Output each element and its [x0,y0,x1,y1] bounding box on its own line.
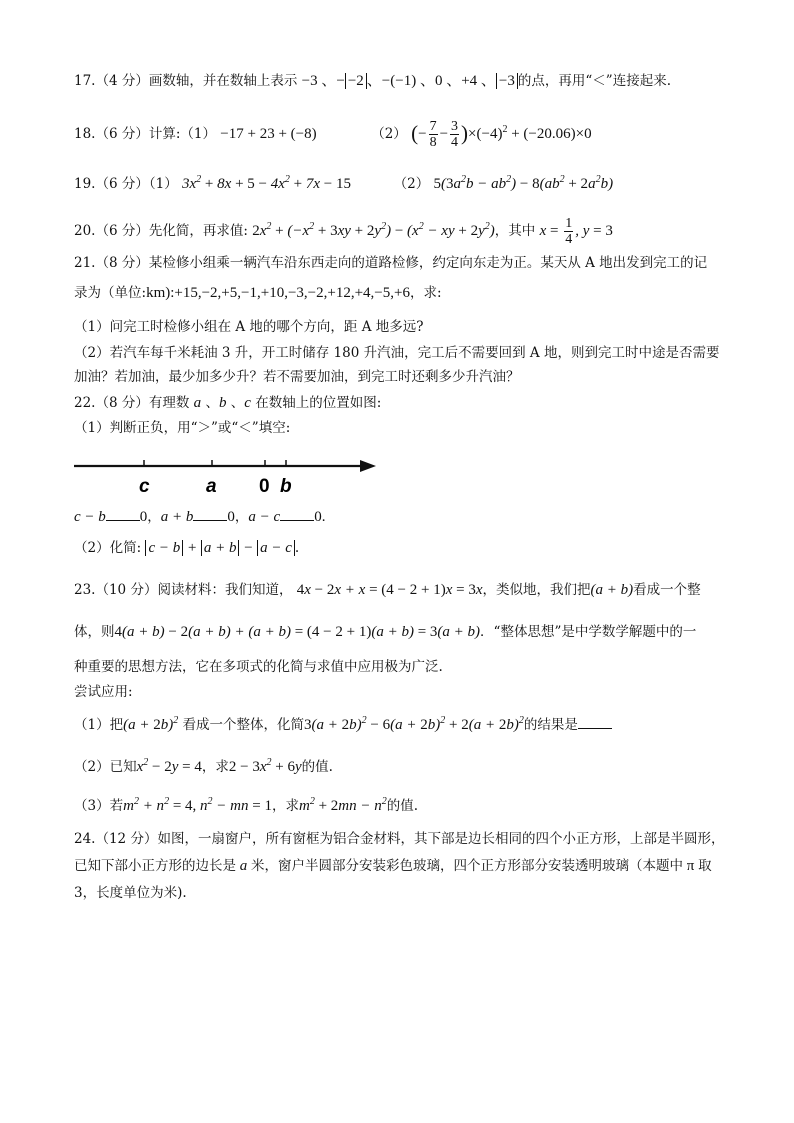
q18-expr2: (− $\frac{7}{8}$ − $\frac{3}{4}$ )$\times(-4)^2 + (-20.06)\times 0$ [411,119,592,150]
question-23-line3: 种重要的思想方法，它在多项式的化简与求值中应用极为广泛. [74,659,443,675]
q18-expr1: −17 + 23 + (−8) [220,125,317,142]
q19-expr2: $5(3a^2b - ab^2) - 8(ab^2 + 2a^2b)$ [433,174,614,192]
question-23-sub3: （3）若$m^2 + n^2 = 4$, $n^2$ − mn = 1，求$m^2 + 2mn - n^2$的值. [74,796,419,814]
q20-values: x = $\frac{1}{4}$ , y = 3 [539,216,613,247]
q20-expr: $2x^2 + (-x^2 + 3xy + 2y^2) - (x^2$ − xy + $2y^2$) [252,220,495,239]
label-c: c [139,476,150,497]
question-21-sub2b: 加油？若加油，最少加多少升？若不需要加油，到完工时还剩多少升汽油？ [74,369,520,385]
question-19: 19.（6 分）（1） $3x^2 + 8x + 5 - 4x^2 + 7x - 15$ （2） $5(3a^2b - ab^2) - 8(ab^2 + 2a^2b)$ [74,174,614,192]
question-23-line1: 23.（10 分）阅读材料：我们知道， 4x − 2x + x = (4 − 2 + 1)x = 3x，类似地，我们把(a + b)看成一个整 [74,582,701,598]
question-22-blanks: c − b 0，a + b 0，a − c 0. [74,509,326,525]
answer-blank[interactable] [280,507,314,521]
question-21-line1: 21.（8 分）某检修小组乘一辆汽车沿东西走向的道路检修，约定向东走为正。某天从 A 地出发到完工的记 [74,255,708,271]
question-24-line2: 已知下部小正方形的边长是 a 米，窗户半圆部分安装彩色玻璃，四个正方形部分安装透明玻璃（本题中 π 取 [74,858,712,874]
answer-blank[interactable] [578,715,612,729]
q17-list: −3 、− −2 、−(−1) 、0 、+4 、 −3 [302,73,518,89]
question-17: 17.（4 分）画数轴，并在数轴上表示 −3 、− −2 、−(−1) 、0 、+4 、 −3 的点，再用“＜”连接起来. [74,73,671,89]
question-24-line1: 24.（12 分）如图，一扇窗户，所有窗框为铝合金材料，其下部是边长相同的四个小正方形，上部是半圆形， [74,831,725,847]
question-23-try: 尝试应用: [74,684,133,700]
question-23-sub2: （2）已知$x^2 - 2y = 4$，求$2 - 3x^2 + 6y$的值. [74,757,333,775]
question-24-line3: 3，长度单位为米). [74,885,187,901]
question-21-sub1: （1）问完工时检修小组在 A 地的哪个方向，距 A 地多远? [74,319,424,335]
question-20: 20.（6 分）先化简，再求值: $2x^2 + (-x^2 + 3xy + 2y^2) - (x^2$ − xy + $2y^2$)，其中 x = $\frac{1}{4}$ , y = 3 [74,216,613,247]
question-22-sub1: （1）判断正负，用“＞”或“＜”填空: [74,420,291,436]
label-0: 0 [259,476,270,497]
question-23-sub1: （1）把$(a + 2b)^2$ 看成一个整体，化简$3(a + 2b)^2 - 6(a + 2b)^2 + 2(a + 2b)^2$的结果是 [74,715,612,735]
question-18: 18.（6 分）计算:（1） −17 + 23 + (−8) （2） (− $\frac{7}{8}$ − $\frac{3}{4}$ )$\times(-4)^2 + (-20.06)\times 0$ [74,119,592,150]
question-22-sub2: （2）化简: c − b + a + b − a − c . [74,540,300,556]
question-23-line2: 体，则4(a + b) − 2(a + b) + (a + b) = (4 − 2 + 1)(a + b) = 3(a + b)．“整体思想”是中学数学解题中的一 [74,624,697,640]
label-a: a [206,476,217,497]
question-21-line2: 录为（单位:km):+15,−2,+5,−1,+10,−3,−2,+12,+4,−5,+6，求: [74,285,442,301]
question-22: 22.（8 分）有理数 a 、b 、c 在数轴上的位置如图: [74,395,382,411]
q22-vars: a [193,395,202,411]
label-b: b [280,476,292,497]
answer-blank[interactable] [193,507,227,521]
number-line-arrow [360,460,376,472]
q22-abs-expr: c − b + a + b − a − c [145,540,294,556]
number-line-figure [70,452,380,498]
answer-blank[interactable] [106,507,140,521]
q19-expr1: $3x^2 + 8x + 5 - 4x^2 + 7x - 15$ [182,174,352,192]
question-21-sub2a: （2）若汽车每千米耗油 3 升，开工时储存 180 升汽油，完工后不需要回到 A 地，则到完工时中途是否需要 [74,345,720,361]
